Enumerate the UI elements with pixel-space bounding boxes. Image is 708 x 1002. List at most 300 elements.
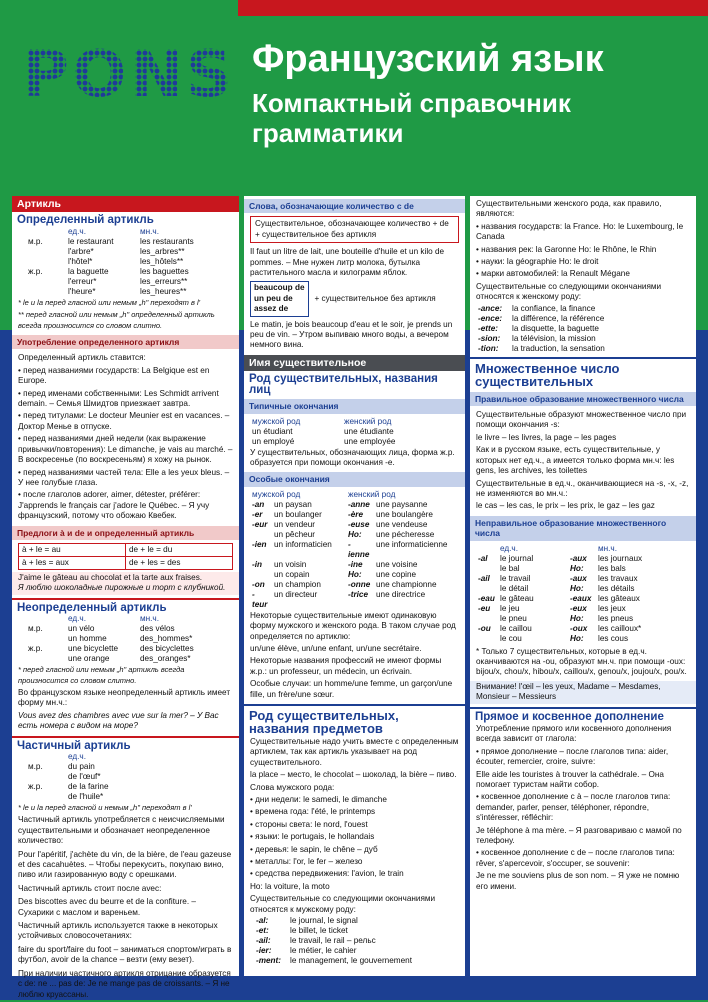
table-row <box>26 614 196 624</box>
table-cell: -ou <box>478 623 491 633</box>
table-cell: ж.р. <box>28 782 43 791</box>
text-line: Слова мужского рода: <box>250 782 335 792</box>
text-line: • перед названиями государств: La Belgique est en Europe. <box>18 365 210 386</box>
text-line: le cas – les cas, le prix – les prix, le gaz – les gaz <box>476 501 655 511</box>
table-cell: le management, le gouvernement <box>290 956 412 966</box>
text-line: • косвенное дополнение с à – после глаголов типа: demander, parler, penser, téléphoner, répondre, s'intéresser, réfléchir: <box>476 792 671 823</box>
quantity-example: Il faut un litre de lait, une bouteille d'huile et un kilo de pommes. – Мне нужен литр молока, бутылка растительного масла и килограмм яблок. <box>250 247 445 278</box>
table-cell <box>250 570 272 580</box>
table-cell: -ier: <box>256 946 272 956</box>
text-line: Существительные надо учить вместе с определенным артиклем, так как артикль указывает на род существительного. <box>250 736 459 767</box>
table-row <box>26 257 196 267</box>
table-cell <box>476 544 498 554</box>
plural-regular-text <box>470 409 696 513</box>
text-line: Некоторые существительные имеют одинаковую форму мужского и женского рода. В таком случае род определяется по артиклю: <box>250 610 456 641</box>
text-line: • стороны света: le nord, l'ouest <box>250 819 368 829</box>
table-cell: le caillou <box>500 623 532 633</box>
indefinite-note: * перед гласной или немым „h" артикль всегда произносится со словом слитно. <box>18 665 185 685</box>
table-cell: -ienne <box>348 539 370 559</box>
table-cell: le métier, le cahier <box>290 946 357 956</box>
quantity-words-row <box>250 281 459 316</box>
table-cell: le billet, le ticket <box>290 926 348 936</box>
table-row <box>26 277 196 287</box>
table-cell: une directrice <box>376 589 426 599</box>
text-line: • после глаголов adorer, aimer, détester, préférer: J'apprends le français car j'adore le Québec. – Я учу французский, потому что обожаю Квебек. <box>18 490 210 521</box>
table-cell: ед.ч. <box>68 614 86 624</box>
table-cell: les_arbres** <box>140 246 185 256</box>
table-row <box>250 540 449 560</box>
table-row <box>250 520 449 530</box>
table-cell: le cou <box>500 633 522 643</box>
table-row <box>26 287 196 297</box>
table-row <box>250 570 449 580</box>
text-line: Частичный артикль стоит после avec: <box>18 883 162 893</box>
table-cell <box>26 772 66 782</box>
quantity-example-2: Le matin, je bois beaucoup d'eau et le soir, je prends un peu de vin. – Утром выпиваю много воды, а вечером немного вина. <box>250 319 453 350</box>
table-cell: de + les = des <box>126 556 233 569</box>
table-cell: l'heure* <box>68 286 96 296</box>
table-cell: Но: <box>570 633 584 643</box>
definite-usage-title: Употребление определенного артикля <box>12 335 239 349</box>
text-line: • марки автомобилей: la Renault Mégane <box>476 269 630 279</box>
table-cell: -ail <box>478 573 490 583</box>
text-line: • металлы: l'or, le fer – железо <box>250 857 363 867</box>
table-cell: la différence, la référence <box>512 313 605 323</box>
top-red-strip <box>238 0 708 16</box>
table-row <box>476 574 644 584</box>
table-cell <box>568 544 596 554</box>
table-cell: -eu <box>478 603 491 613</box>
table-cell: des_hommes* <box>140 634 193 644</box>
table-cell: -ère <box>348 509 364 519</box>
text-line: Je téléphone à ma mère. – Я разговариваю с мамой по телефону. <box>476 825 682 846</box>
table-cell: м.р. <box>28 236 43 246</box>
table-cell: les détails <box>598 583 635 593</box>
table-cell: les_erreurs** <box>140 276 188 286</box>
masculine-endings-table <box>254 916 414 966</box>
column-nouns <box>244 196 465 976</box>
table-cell: -al: <box>256 916 269 926</box>
feminine-text <box>470 196 696 304</box>
table-cell: la baguette <box>68 266 109 276</box>
table-row <box>476 304 607 314</box>
table-cell: une pécheresse <box>376 529 435 539</box>
gender-objects-title: Род существительных, названия предметов <box>249 707 399 736</box>
table-cell: мн.ч. <box>140 226 159 236</box>
table-cell: -trice <box>348 589 369 599</box>
table-cell: les bals <box>598 563 626 573</box>
table-cell: м.р. <box>28 624 43 634</box>
table-cell: un champion <box>274 579 321 589</box>
table-cell: -teur <box>252 589 268 609</box>
table-cell: -an <box>252 499 265 509</box>
definite-note-1: * le и la перед гласной или немым „h" переходят в l' <box>18 297 201 307</box>
table-cell: un copain <box>274 569 310 579</box>
table-cell: -eaux <box>570 593 592 603</box>
table-cell: l'erreur* <box>68 276 97 286</box>
partitive-note: * le и la перед гласной и немым „h" переходят в l' <box>18 803 192 812</box>
table-row <box>250 490 449 500</box>
table-cell: un paysan <box>274 499 312 509</box>
table-row <box>26 762 111 772</box>
table-row <box>250 427 397 437</box>
table-cell: -er <box>252 509 263 519</box>
table-cell: ед.ч. <box>68 226 86 236</box>
table-cell: le journal, le signal <box>290 916 358 926</box>
table-cell: à + le = au <box>19 543 126 556</box>
table-cell: -ance: <box>478 303 503 313</box>
gender-persons-title: Род существительных, названия лиц <box>249 373 438 396</box>
text-line: Определенный артикль ставится: <box>18 353 146 363</box>
table-cell <box>26 654 66 664</box>
plural-attention: Внимание! l'œil – les yeux, Madame – Mesdames, Monsieur – Messieurs <box>470 681 696 704</box>
table-cell: une étudiante <box>344 426 394 436</box>
section-article: Артикль <box>12 196 239 212</box>
text-line: Некоторые названия профессий не имеют формы ж.р.: un professeur, un médecin, un écrivain. <box>250 656 442 676</box>
table-cell: l'arbre* <box>68 246 94 256</box>
table-row <box>476 634 644 644</box>
table-cell: un étudiant <box>252 426 293 436</box>
table-cell <box>26 614 66 624</box>
table-cell: м.р. <box>28 762 43 771</box>
table-cell: un vendeur <box>274 519 315 529</box>
definite-article-table <box>26 227 196 297</box>
text-line: • деревья: le sapin, le chêne – дуб <box>250 844 378 854</box>
table-row <box>476 594 644 604</box>
table-row <box>250 417 397 427</box>
table-cell <box>476 584 498 594</box>
table-cell: женский род <box>348 489 396 499</box>
table-cell: des_oranges* <box>140 654 191 664</box>
table-cell: une championne <box>376 579 437 589</box>
table-row <box>476 614 644 624</box>
text-line: • названия рек: la Garonne Но: le Rhône, le Rhin <box>476 244 657 254</box>
column-articles <box>12 196 239 999</box>
table-row <box>254 936 414 946</box>
table-cell: -in <box>252 559 263 569</box>
text-line: • перед названиями частей тела: Elle a les yeux bleus. – У нее голубые глаза. <box>18 467 230 487</box>
special-endings-title: Особые окончания <box>244 472 465 486</box>
text-line: • перед названиями дней недели (как выражение привычки/повторения): Le dimanche, je vais au marché. – В воскресенье (по воскресеньям) я хожу на рынок. <box>18 434 233 465</box>
table-row <box>476 344 607 354</box>
table-cell: de la farine <box>68 782 109 791</box>
table-cell <box>26 752 66 762</box>
table-cell <box>26 227 66 237</box>
table-cell: le restaurant <box>68 236 114 246</box>
table-row <box>476 624 644 634</box>
text-line: Pour l'apéritif, j'achète du vin, de la bière, de l'eau gazeuse et des cacahuètes. – Чтобы перекусить, покупаю вино, пиво или газированную воду с орешками. <box>18 849 232 880</box>
table-cell <box>476 614 498 624</box>
table-row <box>250 560 449 570</box>
table-row <box>26 782 111 792</box>
definite-usage-list <box>12 352 239 522</box>
quantity-title: Слова, обозначающие количество с de <box>244 199 465 213</box>
quantity-words: beaucoup de un peu de assez de <box>250 281 309 316</box>
text-line: • прямое дополнение – после глаголов типа: aider, écouter, remercier, croire, suivre: <box>476 746 669 767</box>
definite-note-2: ** перед гласной или немым „h" определенный артикль всегда произносится со словом слитно. <box>18 310 215 330</box>
table-cell: les gâteaux <box>598 593 640 603</box>
table-cell <box>26 287 66 297</box>
table-cell: -eur <box>252 519 268 529</box>
indefinite-article-table <box>26 614 196 664</box>
text-line: • названия государств: la France. Но: le Luxembourg, le Canada <box>476 221 684 242</box>
text-line: Существительные образуют множественное число при помощи окончания -s: <box>476 410 687 430</box>
text-line: faire du sport/faire du foot – заниматься спортом/играть в футбол, avoir de la chance – везти (ему везет). <box>18 944 232 965</box>
table-row <box>26 792 111 802</box>
special-endings-table <box>250 490 449 610</box>
table-cell <box>26 257 66 267</box>
table-cell: -onne <box>348 579 371 589</box>
table-cell: à + les = aux <box>19 556 126 569</box>
text-line: Des biscottes avec du beurre et de la confiture. – Сухарики с маслом и вареньем. <box>18 897 196 917</box>
table-cell: les journaux <box>598 553 643 563</box>
objects-title: Прямое и косвенное дополнение <box>475 710 664 723</box>
indefinite-text: Во французском языке неопределенный артикль имеет форму мн.ч.: <box>18 687 231 708</box>
table-row <box>476 564 644 574</box>
feminine-endings-table <box>476 304 607 354</box>
table-cell: les travaux <box>598 573 638 583</box>
text-line: Особые случаи: un homme/une femme, un garçon/une fille, un frère/une sœur. <box>250 679 453 699</box>
table-cell: des vélos <box>140 624 175 634</box>
text-line: Существительными женского рода, как правило, являются: <box>476 199 662 219</box>
page-title: Французский язык <box>252 38 604 80</box>
table-cell: Но: <box>570 563 584 573</box>
table-cell: ж.р. <box>28 644 43 654</box>
table-cell: женский род <box>344 416 392 426</box>
text-line: • перед именами собственными: Les Schmidt arrivent demain. – Семья Шмидтов приезжает завтра. <box>18 388 219 409</box>
indefinite-article-title: Неопределенный артикль <box>17 601 167 614</box>
text-line: Частичный артикль употребляется с неисчисляемыми существительными и обозначает неопределенное количество: <box>18 815 225 846</box>
table-row <box>476 324 607 334</box>
table-row <box>26 227 196 237</box>
table-cell: -euse <box>348 519 370 529</box>
table-row <box>26 634 196 644</box>
table-row <box>26 654 196 664</box>
section-noun: Имя существительное <box>244 355 465 371</box>
partitive-article-title: Частичный артикль <box>17 739 131 752</box>
table-row <box>476 604 644 614</box>
table-cell: la confiance, la finance <box>512 303 596 313</box>
table-cell: les restaurants <box>140 236 194 246</box>
table-cell: la télévision, la mission <box>512 333 596 343</box>
text-line: Je ne me souviens plus de son nom. – Я уже не помню его имени. <box>476 871 680 891</box>
table-row <box>250 530 449 540</box>
table-row <box>250 580 449 590</box>
table-cell: Но: <box>570 583 584 593</box>
table-cell: Но: <box>348 569 362 579</box>
column-plural <box>470 196 696 976</box>
table-cell: un boulanger <box>274 509 322 519</box>
table-cell: une paysanne <box>376 499 428 509</box>
text-line: Существительные в ед.ч., оканчивающиеся на -s, -x, -z, не изменяются во мн.ч.: <box>476 478 689 498</box>
quantity-words-rule: + существительное без артикля <box>314 293 436 303</box>
table-cell: le pneu <box>500 613 527 623</box>
table-cell: les cous <box>598 633 629 643</box>
table-cell <box>476 634 498 644</box>
text-line: • дни недели: le samedi, le dimanche <box>250 795 387 804</box>
table-cell: -oux <box>570 623 588 633</box>
typical-endings-text: У существительных, обозначающих лица, форма ж.р. образуется при помощи окончания -e. <box>250 447 455 467</box>
table-cell: le détail <box>500 583 529 593</box>
table-row <box>250 437 397 447</box>
table-cell: une orange <box>68 654 110 664</box>
table-cell: les jeux <box>598 603 626 613</box>
table-cell: les_heures** <box>140 286 187 296</box>
table-cell: le travail, le rail – рельс <box>290 936 376 946</box>
table-row <box>26 624 196 634</box>
table-cell: une informaticienne <box>376 539 448 549</box>
table-cell: мн.ч. <box>140 614 159 624</box>
partitive-text <box>12 814 239 1002</box>
plural-title: Множественное число существительных <box>475 360 620 389</box>
table-cell: la disquette, la baguette <box>512 323 599 333</box>
table-row <box>476 554 644 564</box>
table-cell: -anne <box>348 499 370 509</box>
table-cell: -et: <box>256 926 269 936</box>
table-cell: ед.ч. <box>68 752 86 761</box>
table-row <box>254 916 414 926</box>
text-line: la place – место, le chocolat – шоколад, la bière – пиво. <box>250 770 457 780</box>
plural-irregular-title: Неправильное образование множественного числа <box>470 516 696 541</box>
table-cell: Но: <box>348 529 362 539</box>
table-row <box>19 543 233 556</box>
text-line: Частичный артикль используется также в некоторых устойчивых словосочетаниях: <box>18 921 218 941</box>
table-cell: un informaticien <box>274 539 332 549</box>
plural-regular-title: Правильное образование множественного числа <box>470 392 696 406</box>
text-line: • перед титулами: Le docteur Meunier est en vacances. – Доктор Менье в отпуске. <box>18 411 230 431</box>
table-cell: -al <box>478 553 488 563</box>
text-line: le livre – les livres, la page – les pages <box>476 432 617 442</box>
table-row <box>254 946 414 956</box>
table-cell <box>26 277 66 287</box>
text-line: • средства передвижения: l'avion, le train <box>250 869 404 879</box>
text-line: Но: la voiture, la moto <box>250 881 330 891</box>
special-endings-text <box>244 610 465 701</box>
table-cell: de l'huile* <box>68 792 104 801</box>
table-cell: la traduction, la sensation <box>512 343 605 353</box>
table-cell: du pain <box>68 762 95 771</box>
table-cell: le journal <box>500 553 534 563</box>
table-cell: une employée <box>344 436 396 446</box>
header <box>0 16 708 196</box>
plural-irregular-table <box>476 544 644 644</box>
table-cell: -tion: <box>478 343 499 353</box>
table-cell: un homme <box>68 634 107 644</box>
table-row <box>26 772 111 782</box>
page-subtitle: Компактный справочник грамматики <box>252 88 571 148</box>
prepositions-example: J'aime le gâteau au chocolat et la tarte aux fraises. Я люблю шоколадные пирожные и торт с клубникой. <box>12 572 239 595</box>
objects-text <box>470 723 696 893</box>
table-cell: мужской род <box>252 489 301 499</box>
text-line: un/une élève, un/une enfant, un/une secrétaire. <box>250 643 422 653</box>
table-cell: le jeu <box>500 603 520 613</box>
table-row <box>26 267 196 277</box>
table-cell: ж.р. <box>28 266 43 276</box>
typical-endings-table <box>250 417 397 447</box>
table-cell: le gâteau <box>500 593 534 603</box>
table-cell: -eux <box>570 603 587 613</box>
indefinite-example: Vous avez des chambres avec vue sur la mer? – У Вас есть номера с видом на море? <box>18 710 219 731</box>
table-cell: l'hôtel* <box>68 256 93 266</box>
table-row <box>250 590 449 610</box>
table-cell: une vendeuse <box>376 519 428 529</box>
text-line: При наличии частичного артикля отрицание образуется с de: ne ... pas de: Je ne mange pas de croissants. – Я не люблю круассаны. <box>18 968 231 999</box>
pons-logo: PONS <box>22 38 235 112</box>
table-cell: -ette: <box>478 323 499 333</box>
table-cell: ед.ч. <box>500 543 518 553</box>
table-cell: Но: <box>570 613 584 623</box>
table-cell: un employé <box>252 436 295 446</box>
table-cell: de l'œuf* <box>68 772 101 781</box>
table-row <box>476 544 644 554</box>
table-cell: -ien <box>252 539 267 549</box>
table-cell: -ence: <box>478 313 503 323</box>
table-cell: -ail: <box>256 936 271 946</box>
text-line: Существительные со следующими окончаниями относятся к женскому роду: <box>476 281 662 302</box>
table-cell: un vélo <box>68 624 95 634</box>
table-cell: une voisine <box>376 559 418 569</box>
table-row <box>26 644 196 654</box>
table-row <box>250 500 449 510</box>
definite-article-title: Определенный артикль <box>17 214 154 227</box>
table-cell: de + le = du <box>126 543 233 556</box>
table-cell: un pêcheur <box>274 529 315 539</box>
text-line: Употребление прямого или косвенного дополнения всегда зависит от глагола: <box>476 723 672 744</box>
table-cell: une copine <box>376 569 417 579</box>
table-cell <box>26 792 66 802</box>
text-line: Как и в русском языке, есть существительные, у которых нет ед.ч., а имеется только форма мн.ч: les gens, les archives, les toilettes <box>476 445 675 476</box>
table-row <box>476 314 607 324</box>
table-cell: le bal <box>500 563 520 573</box>
text-line: • времена года: l'été, le printemps <box>250 807 376 817</box>
plural-note: * Только 7 существительных, которые в ед.ч. оканчиваются на -ou, образуют мн.ч. при помощи -oux: bijou/x, chou/x, hibou/x, caillou/x, genou/x, joujou/x, pou/x. <box>476 646 687 677</box>
table-cell: un voisin <box>274 559 307 569</box>
text-line: Elle aide les touristes à trouver la cathédrale. – Она помогает туристам найти собор. <box>476 769 664 789</box>
prepositions-title: Предлоги à и de и определенный артикль <box>12 526 239 540</box>
table-cell: мужской род <box>252 416 301 426</box>
text-line: Существительные со следующими окончаниями относятся к мужскому роду: <box>250 894 436 914</box>
partitive-article-table <box>26 752 111 802</box>
text-line: • науки: la géographie Но: le droit <box>476 257 599 267</box>
table-cell <box>26 247 66 257</box>
table-cell: -eau <box>478 593 495 603</box>
table-cell: un directeur <box>274 589 318 599</box>
table-row <box>250 510 449 520</box>
typical-endings-title: Типичные окончания <box>244 399 465 413</box>
table-cell <box>26 634 66 644</box>
table-cell: une bicyclette <box>68 644 119 654</box>
table-cell <box>476 564 498 574</box>
table-row <box>476 584 644 594</box>
table-row <box>254 926 414 936</box>
table-cell: -aux <box>570 573 587 583</box>
table-cell: мн.ч. <box>598 543 617 553</box>
quantity-rule-box: Существительное, обозначающее количество + de + существительное без артикля <box>250 216 459 243</box>
table-row <box>26 237 196 247</box>
table-cell <box>250 530 272 540</box>
table-cell: les baguettes <box>140 266 189 276</box>
table-row <box>254 956 414 966</box>
prepositions-table <box>18 543 233 570</box>
table-row <box>26 752 111 762</box>
table-cell: -ment: <box>256 956 282 966</box>
table-row <box>19 556 233 569</box>
table-row <box>476 334 607 344</box>
table-cell: -sion: <box>478 333 501 343</box>
table-cell: des bicyclettes <box>140 644 194 654</box>
table-cell: -aux <box>570 553 587 563</box>
text-line: • косвенное дополнение с de – после глаголов типа: rêver, s'apercevoir, s'occuper, se souvenir: <box>476 848 675 868</box>
